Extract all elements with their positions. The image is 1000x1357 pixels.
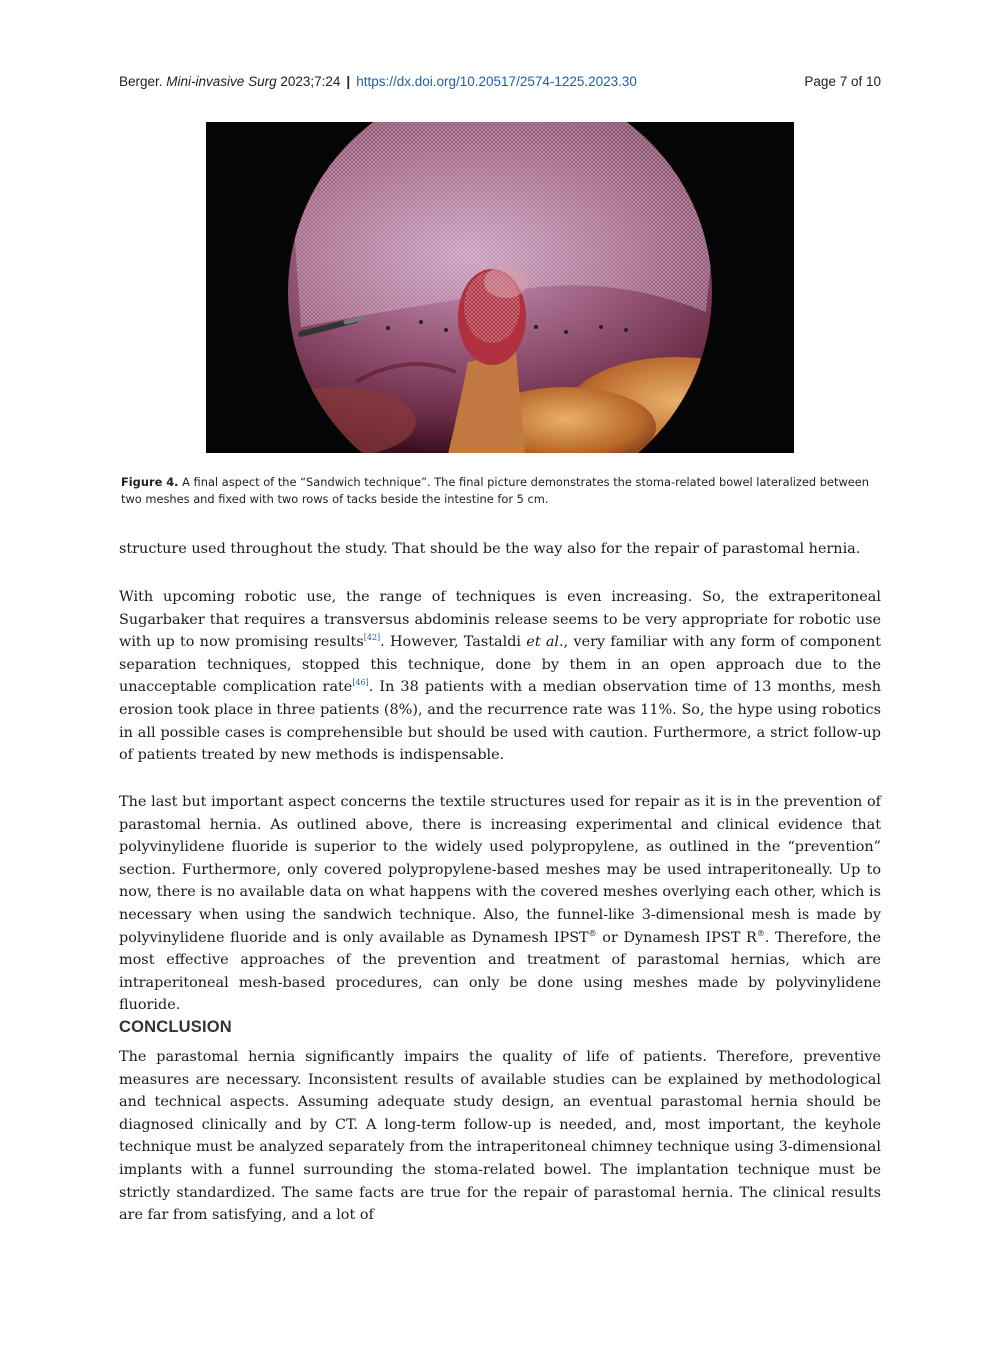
running-header [119,74,881,94]
p3-text-b: or Dynamesh IPST R [596,929,757,946]
paragraph-conclusion: The parastomal hernia significantly impairs the quality of life of patients. Therefore, preventive measures are necessary. Inconsistent results of available studies can be explained by methodological and technical aspects. Assuming adequate study design, an eventual parastomal hernia should be diagnosed clinically and by CT. A long-term follow-up is needed, and, most important, the keyhole technique must be analyzed separately from the intraperitoneal chimney technique using 3-dimensional implants with a funnel surrounding the stoma-related bowel. The implantation technique must be strictly standardized. The same facts are true for the repair of parastomal hernia. The clinical results are far from satisfying, and a lot of [119,1049,881,1224]
figure-caption [121,474,881,508]
p2-text-c: , very familiar with any form of component separation techniques, stopped this technique, done by them in an open approach due to the unacceptable complication rate [119,634,882,696]
paragraph-1: structure used throughout the study. That should be the way also for the repair of parastomal hernia. [119,541,861,557]
p3-text-c: . Therefore, the most effective approaches of the prevention and treatment of parastomal hernias, which are intraperitoneal mesh-based procedures, can only be done using meshes made by polyvinylidene fluoride. [119,929,881,1014]
section-heading-conclusion: CONCLUSION [119,1018,232,1036]
figure-label: Figure 4. [121,475,179,489]
p3-text-a: The last but important aspect concerns the textile structures used for repair as it is in the prevention of parastomal hernia. As outlined above, there is increasing experimental and clinical evidence that polyvinylidene fluoride is superior to the widely used polypropylene, as outlined in the “prevention” section. Furthermore, only covered polypropylene-based meshes may be used intraperitoneally. Up to now, there is no available data on what happens with the covered meshes overlying each other, which is necessary when using the sandwich technique. Also, the funnel-like 3-dimensional mesh is made by polyvinylidene fluoride and is only available as Dynamesh IPST [119,794,881,946]
reference-46[interactable]: [46] [352,678,369,688]
registered-mark-1: ® [588,928,597,938]
page-number: Page 7 of 10 [804,74,881,89]
journal-name: Mini-invasive Surg [166,74,277,89]
citation-line [119,74,637,89]
doi-link[interactable]: https://dx.doi.org/10.20517/2574-1225.2023.30 [356,74,637,89]
p2-text-d: . In 38 patients with a median observation time of 13 months, mesh erosion took place in three patients (8%), and the recurrence rate was 11%. So, the hype using robotics in all possible cases is comprehensible but should be used with caution. Furthermore, a strict follow-up of patients treated by new methods is indispensable. [119,679,881,764]
et-al: et al. [526,634,564,651]
citation-volume: 2023;7:24 [280,74,341,89]
paragraph-2 [119,586,881,767]
figure-image [206,122,794,453]
author: Berger. [119,74,163,89]
p2-text-a: With upcoming robotic use, the range of techniques is even increasing. So, the extraperitoneal Sugarbaker that requires a transversus abdominis release seems to be very appropriate for robotic use with up to now promising results [119,589,881,651]
registered-mark-2: ® [756,928,765,938]
laparoscopic-photo [206,122,794,453]
figure-caption-text: A final aspect of the “Sandwich technique”. The final picture demonstrates the stoma-related bowel lateralized between two meshes and fixed with two rows of tacks beside the intestine for 5 cm. [121,475,869,506]
header-separator: | [346,74,351,89]
reference-42[interactable]: [42] [363,633,381,643]
paragraph-3 [119,791,881,1017]
p2-text-b: . However, Tastaldi [380,634,527,651]
